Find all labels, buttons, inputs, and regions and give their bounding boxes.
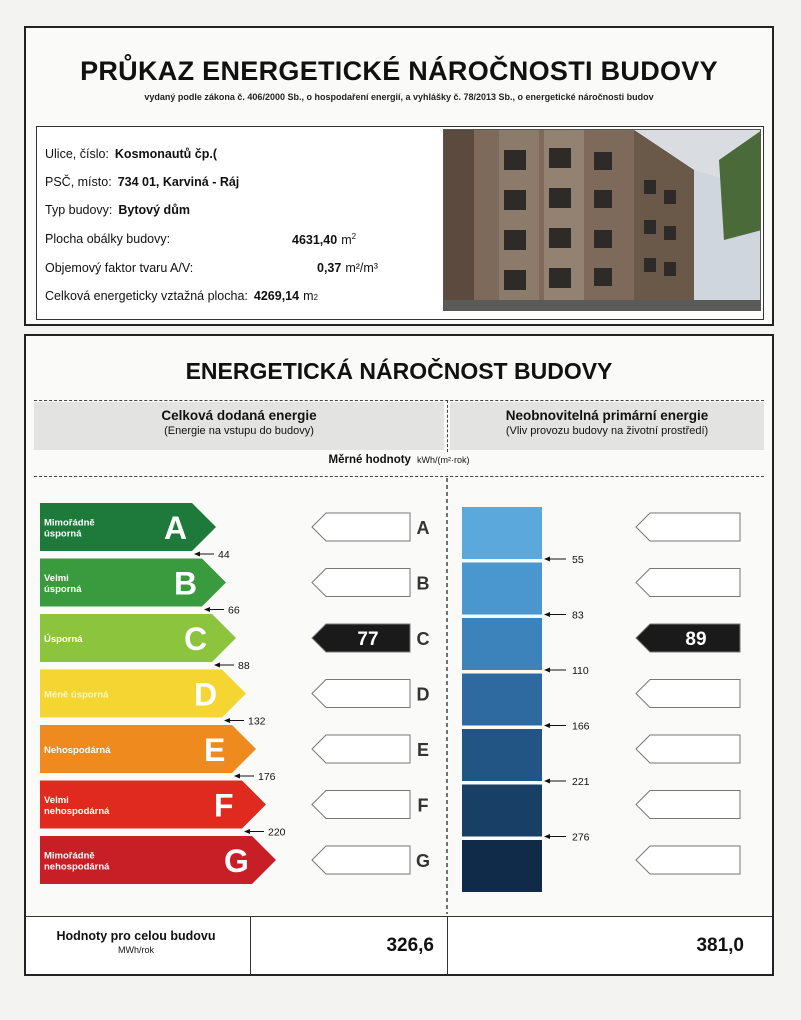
primary-energy-bar-d (462, 674, 542, 726)
right-threshold-value: 166 (572, 720, 590, 733)
rating-title: ENERGETICKÁ NÁROČNOST BUDOVY (185, 358, 613, 384)
class-name-b: Velmi (44, 573, 69, 584)
left-threshold-value: 220 (268, 826, 286, 839)
class-letter-b: B (174, 565, 198, 602)
city-value: 734 01, Karviná - Ráj (117, 175, 240, 189)
right-indicator-g (636, 846, 740, 874)
left-class-label-f: F (417, 795, 429, 816)
class-name-a: úsporná (44, 528, 82, 540)
building-info (36, 126, 764, 320)
left-indicator-a (312, 513, 410, 541)
left-threshold-arrow (214, 663, 220, 668)
envelope-label: Plocha obálky budovy: (45, 232, 171, 246)
area-label: Celková energeticky vztažná plocha: (45, 289, 248, 303)
right-threshold-value: 110 (572, 665, 589, 677)
primary-energy-bar-e (462, 729, 542, 781)
right-header-title: Neobnovitelná primární energie (505, 408, 709, 423)
left-indicator-e (312, 735, 410, 763)
left-threshold-value: 44 (218, 549, 230, 561)
type-value: Bytový dům (118, 203, 190, 217)
left-threshold-value: 88 (238, 660, 250, 672)
right-threshold-value: 276 (572, 831, 590, 844)
class-letter-c: C (184, 621, 208, 657)
class-name-g: nehospodárná (44, 861, 110, 873)
street-label: Ulice, číslo: (45, 147, 109, 161)
left-threshold-arrow (224, 718, 230, 723)
class-letter-d: D (194, 676, 218, 713)
class-name-d: Méně úsporná (44, 689, 109, 701)
totals-label: Hodnoty pro celou budovu MWh/rok (36, 929, 236, 955)
class-letter-f: F (214, 787, 234, 824)
class-letter-e: E (204, 732, 226, 768)
envelope-value: 4631,40 $m^2$ (292, 232, 357, 248)
left-threshold-value: 176 (258, 771, 276, 783)
left-threshold-arrow (194, 552, 200, 557)
class-letter-g: G (224, 843, 249, 879)
class-name-f: Velmi (44, 795, 69, 806)
shape-value: 0,37 m²/m³ (317, 261, 378, 275)
area-row: Celková energeticky vztažná plocha: 4269,14 m 2 (45, 289, 318, 303)
document-subtitle: vydaný podle zákona č. 406/2000 Sb., o hospodaření energií, a vyhlášky č. 78/2013 Sb., o energetické náročnosti budov (144, 92, 654, 102)
document-title: PRŮKAZ ENERGETICKÉ NÁROČNOSTI BUDOVY (80, 56, 718, 86)
totals-separator (250, 917, 251, 975)
class-letter-a: A (164, 510, 188, 546)
left-threshold-value: 66 (228, 604, 240, 617)
right-threshold-value: 55 (572, 554, 584, 566)
left-class-label-b: B (416, 573, 430, 594)
right-threshold-arrow (544, 834, 550, 839)
left-class-label-d: D (416, 684, 430, 705)
left-indicator-b (312, 569, 410, 597)
shape-row (45, 261, 193, 275)
energy-rating-panel (24, 334, 774, 976)
right-threshold-arrow (544, 612, 550, 617)
left-header-subtitle: (Energie na vstupu do budovy) (164, 425, 314, 437)
right-indicator-d (636, 680, 740, 708)
class-name-f: nehospodárná (44, 806, 110, 817)
right-indicator-a (636, 513, 740, 541)
city-label: PSČ, místo: (45, 175, 112, 189)
type-row (45, 203, 190, 217)
primary-energy-bar-c (462, 618, 542, 670)
right-indicator-e (636, 735, 740, 763)
left-threshold-arrow (234, 774, 240, 779)
right-threshold-arrow (544, 668, 550, 673)
left-indicator-g (312, 846, 410, 874)
right-threshold-value: 221 (572, 776, 590, 788)
left-indicator-value: 77 (357, 629, 379, 650)
primary-energy-bar-f (462, 785, 542, 837)
left-threshold-arrow (244, 829, 250, 834)
right-threshold-arrow (544, 779, 550, 784)
type-label: Typ budovy: (45, 203, 113, 217)
primary-energy-bar-b (462, 563, 542, 615)
right-indicator-f (636, 791, 740, 819)
right-indicator-value: 89 (685, 629, 707, 650)
totals-row (26, 916, 772, 974)
right-threshold-arrow (544, 723, 550, 728)
area-value: 4269,14 (253, 289, 300, 303)
city-row (45, 175, 239, 189)
units-label: Měrné hodnoty (328, 454, 411, 466)
street-row (45, 147, 217, 161)
left-total-value: 326,6 (386, 935, 434, 956)
right-threshold-value: 83 (572, 609, 584, 622)
shape-label: Objemový faktor tvaru A/V: (45, 261, 194, 275)
left-class-label-c: C (416, 629, 430, 649)
left-header-title: Celková dodaná energie (161, 408, 317, 423)
left-class-label-g: G (415, 851, 431, 871)
right-threshold-arrow (544, 557, 550, 562)
certificate-header (24, 26, 774, 326)
rating-scale (26, 336, 772, 916)
right-indicator-b (636, 569, 740, 597)
envelope-row (45, 232, 170, 246)
class-name-b: úsporná (44, 584, 82, 595)
left-indicator-f (312, 791, 410, 819)
class-name-a: Mimořádně (44, 517, 95, 529)
units-value: kWh/(m²·rok) (416, 455, 470, 465)
left-class-label-a: A (416, 518, 430, 538)
area-unit: m (303, 289, 314, 303)
totals-unit: MWh/rok (118, 945, 154, 955)
right-header-subtitle: (Vliv provozu budovy na životní prostředí) (505, 425, 709, 437)
street-value: Kosmonautů čp.( (114, 147, 217, 161)
totals-separator-middle (447, 917, 448, 975)
class-name-e: Nehospodárná (44, 745, 111, 756)
primary-energy-bar-g (462, 840, 542, 892)
left-class-label-e: E (416, 740, 430, 760)
class-name-g: Mimořádně (44, 850, 95, 862)
class-name-c: Úsporná (44, 634, 83, 645)
building-photo (443, 129, 761, 311)
left-indicator-d (312, 680, 410, 708)
left-threshold-value: 132 (248, 715, 266, 728)
primary-energy-bar-a (462, 507, 542, 559)
left-threshold-arrow (204, 607, 210, 612)
right-total-value: 381,0 (696, 935, 744, 956)
